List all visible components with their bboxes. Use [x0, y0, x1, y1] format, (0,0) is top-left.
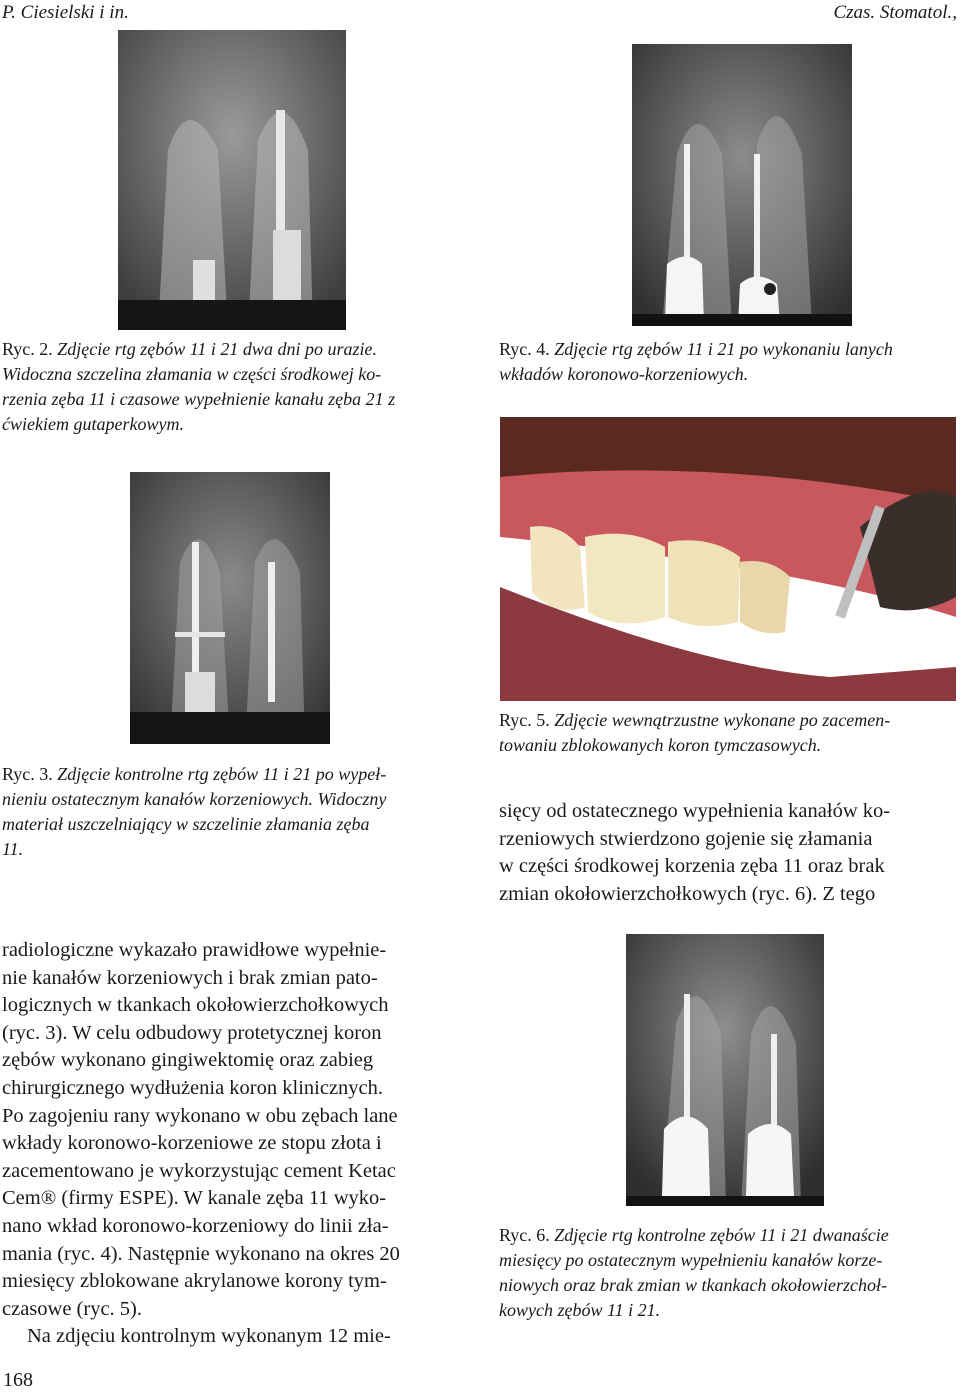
body-left-line-10: Cem® (firmy ESPE). W kanale zęba 11 wyko-	[2, 1187, 387, 1210]
caption-ryc4-line-1: Zdjęcie rtg zębów 11 i 21 po wykonaniu lanych	[554, 339, 893, 359]
caption-ryc5-line-1: Zdjęcie wewnątrzustne wykonane po zacemen-	[554, 710, 891, 730]
body-left-line-13: miesięcy zblokowane akrylanowe korony tym-	[2, 1270, 387, 1293]
figure-ryc6-xray	[626, 934, 824, 1206]
figure-ryc5-photo	[500, 417, 956, 701]
caption-ryc2-line-3: rzenia zęba 11 i czasowe wypełnienie kanału zęba 21 z	[2, 389, 396, 409]
caption-ryc2	[2, 337, 460, 437]
caption-ryc5-line-2: towaniu zblokowanych koron tymczasowych.	[499, 735, 822, 755]
caption-ryc3-line-2: nieniu ostatecznym kanałów korzeniowych. Widoczny	[2, 789, 387, 809]
caption-ryc3	[2, 762, 460, 862]
caption-ryc5	[499, 708, 957, 758]
page-number: 168	[3, 1369, 33, 1391]
body-left-line-14: czasowe (ryc. 5).	[2, 1297, 143, 1320]
caption-ryc3-label: Ryc. 3.	[2, 764, 53, 784]
caption-ryc2-line-1: Zdjęcie rtg zębów 11 i 21 dwa dni po urazie.	[57, 339, 377, 359]
body-left-line-5: zębów wykonano gingiwektomię oraz zabieg	[2, 1049, 374, 1072]
figure-ryc3-xray	[130, 472, 330, 744]
body-left-line-8: wkłady koronowo-korzeniowe ze stopu złota i	[2, 1132, 382, 1155]
caption-ryc6-line-4: kowych zębów 11 i 21.	[499, 1300, 661, 1320]
caption-ryc4-line-2: wkładów koronowo-korzeniowych.	[499, 364, 749, 384]
body-right-line-1: sięcy od ostatecznego wypełnienia kanałów ko-	[499, 800, 891, 822]
body-left-line-9: zacementowano je wykorzystując cement Ketac	[2, 1159, 396, 1182]
caption-ryc4	[499, 337, 957, 387]
body-left-line-12: mania (ryc. 4). Następnie wykonano na okres 20	[2, 1242, 400, 1265]
caption-ryc2-line-2: Widoczna szczelina złamania w części środkowej ko-	[2, 364, 382, 384]
body-left-paragraph-2	[2, 1323, 461, 1351]
caption-ryc2-label: Ryc. 2.	[2, 339, 53, 359]
caption-ryc5-label: Ryc. 5.	[499, 710, 550, 730]
caption-ryc6-line-3: niowych oraz brak zmian w tkankach okołowierzchoł-	[499, 1275, 887, 1295]
body-left-line-6: chirurgicznego wydłużenia koron klinicznych.	[2, 1076, 384, 1099]
caption-ryc6-line-1: Zdjęcie rtg kontrolne zębów 11 i 21 dwanaście	[554, 1225, 889, 1245]
body-left-line-2: nie kanałów korzeniowych i brak zmian pato-	[2, 966, 378, 989]
caption-ryc6-line-2: miesięcy po ostatecznym wypełnieniu kanałów korze-	[499, 1250, 883, 1270]
running-head-journal: Czas. Stomatol.,	[833, 2, 957, 23]
body-left-line-7: Po zagojeniu rany wykonano w obu zębach lane	[2, 1104, 398, 1127]
body-right-column	[499, 798, 956, 908]
caption-ryc3-line-4: 11.	[2, 839, 24, 859]
caption-ryc3-line-1: Zdjęcie kontrolne rtg zębów 11 i 21 po wypeł-	[57, 764, 387, 784]
running-head-authors: P. Ciesielski i in.	[2, 2, 129, 23]
caption-ryc2-line-4: ćwiekiem gutaperkowym.	[2, 414, 184, 434]
caption-ryc6-label: Ryc. 6.	[499, 1225, 550, 1245]
caption-ryc4-label: Ryc. 4.	[499, 339, 550, 359]
body-left-line-11: nano wkład koronowo-korzeniowy do linii zła-	[2, 1214, 389, 1237]
figure-ryc4-xray	[632, 44, 852, 326]
caption-ryc3-line-3: materiał uszczelniający w szczelinie złamania zęba	[2, 814, 370, 834]
body-left-line-1: radiologiczne wykazało prawidłowe wypełnie-	[2, 939, 387, 961]
figure-ryc2-xray	[118, 30, 346, 330]
body-right-line-2: rzeniowych stwierdzono gojenie się złamania	[499, 827, 873, 850]
body-left-line-3: logicznych w tkankach okołowierzchołkowych	[2, 994, 389, 1017]
body-right-line-3: w części środkowej korzenia zęba 11 oraz brak	[499, 855, 885, 878]
caption-ryc6	[499, 1223, 957, 1323]
body-right-line-4: zmian okołowierzchołkowych (ryc. 6). Z tego	[499, 882, 876, 905]
body-left-column	[2, 937, 461, 1323]
body-left-line-4: (ryc. 3). W celu odbudowy protetycznej koron	[2, 1021, 382, 1044]
body-left-last-line: Na zdjęciu kontrolnym wykonanym 12 mie-	[27, 1325, 391, 1347]
